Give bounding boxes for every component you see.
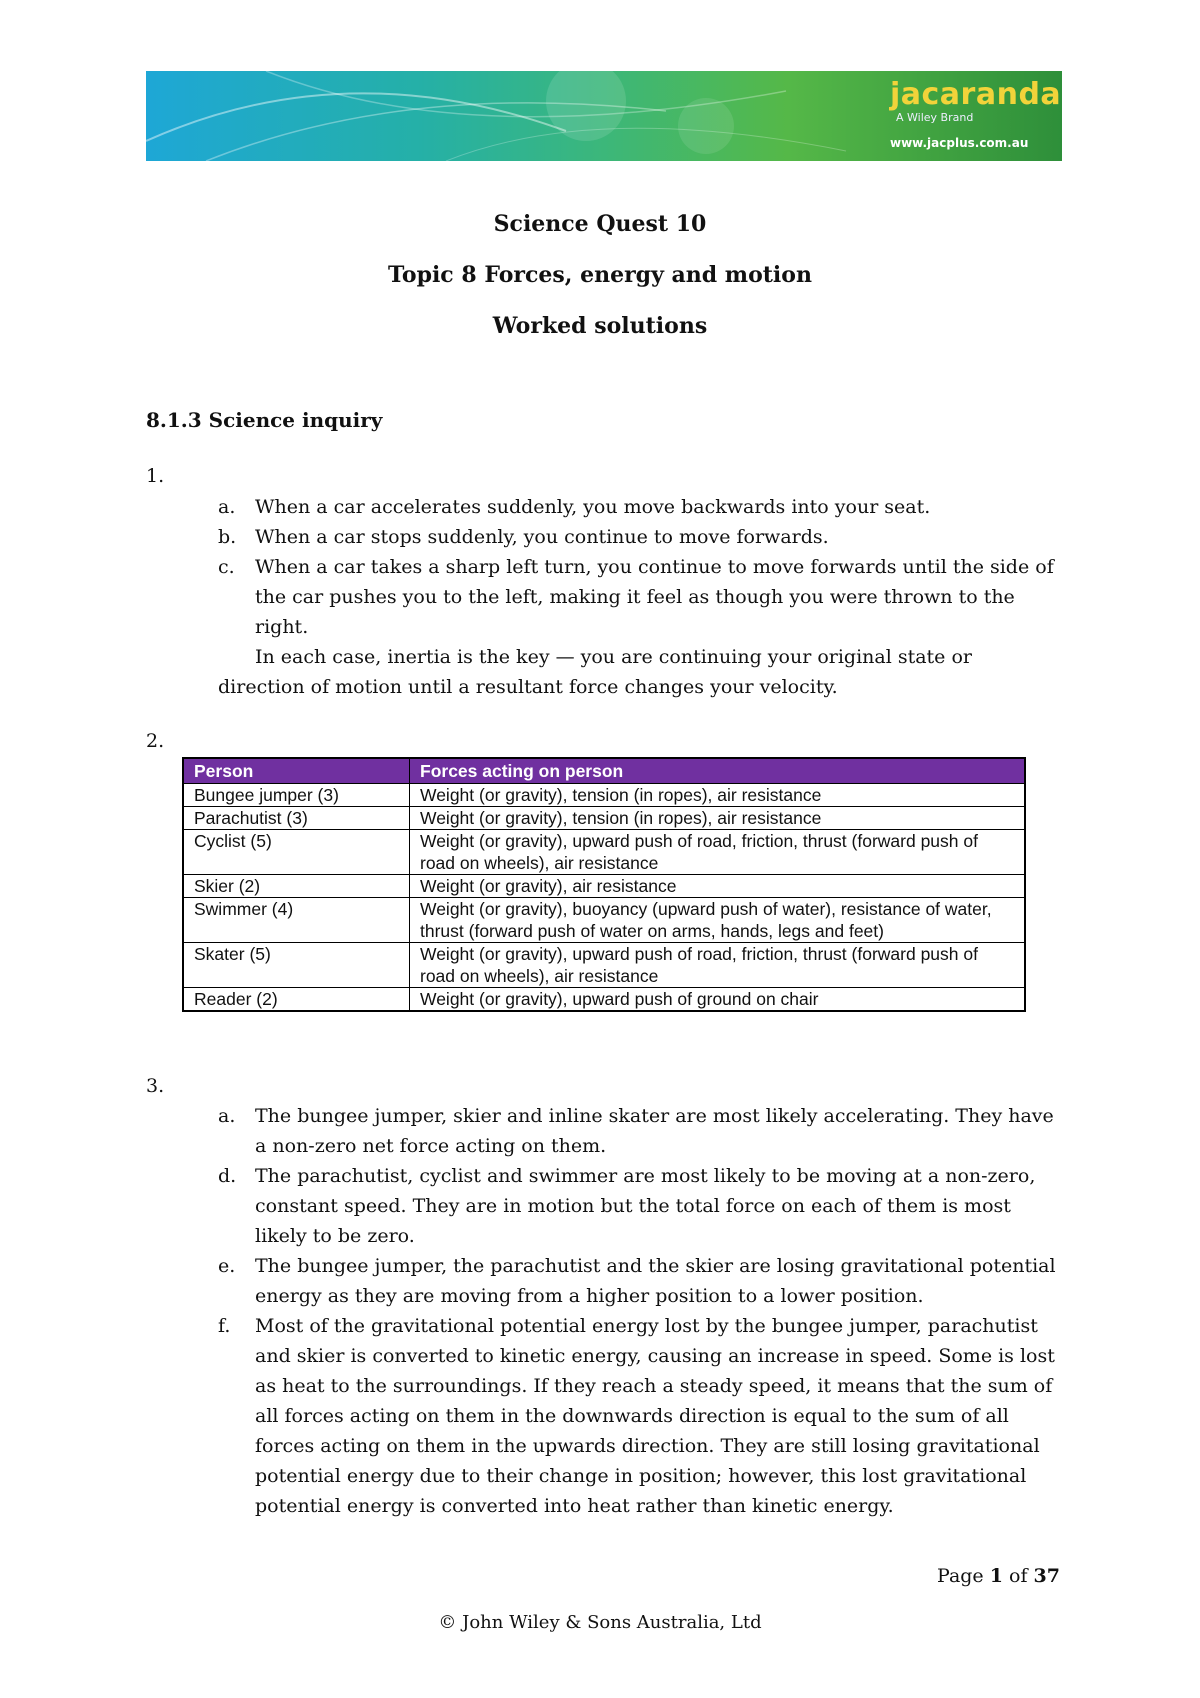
forces-table <box>182 757 1026 1012</box>
header-forces: Forces acting on person <box>410 758 1026 784</box>
item-label: c. <box>218 556 235 578</box>
doc-subtitle: Worked solutions <box>492 313 708 339</box>
answer-item <box>218 1101 1063 1161</box>
page-number <box>937 1565 1060 1587</box>
table-header-row <box>183 758 1025 784</box>
brand-logo <box>890 77 1062 150</box>
page-total: 37 <box>1033 1565 1060 1587</box>
item-text: When a car stops suddenly, you continue to move forwards. <box>255 526 829 548</box>
table-row <box>183 830 1025 875</box>
brand-url: www.jacplus.com.au <box>890 136 1029 150</box>
note-line-1: In each case, inertia is the key — you are continuing your original state or <box>255 646 972 668</box>
cell-person: Cyclist (5) <box>183 830 410 875</box>
answer-item <box>218 492 1063 522</box>
brand-name: jacaranda <box>890 77 1062 112</box>
header-person: Person <box>183 758 410 784</box>
answer-item <box>218 1311 1063 1521</box>
item-label: a. <box>218 1105 236 1127</box>
cell-forces: Weight (or gravity), upward push of road, friction, thrust (forward push of road on wheels), air resistance <box>410 943 1026 988</box>
copyright-footer: © John Wiley & Sons Australia, Ltd <box>438 1612 762 1633</box>
brand-tagline: A Wiley Brand <box>896 111 974 124</box>
item-label: a. <box>218 496 236 518</box>
item-text: Most of the gravitational potential energy lost by the bungee jumper, parachutist and skier is converted to kinetic energy, causing an increase in speed. Some is lost as heat to the surroundings. If they reach a steady speed, it means that the sum of all forces acting on them in the downwards direction is equal to the sum of all forces acting on them in the upwards direction. They are still losing gravitational potential energy due to their change in position; however, this lost gravitational potential energy is converted into heat rather than kinetic energy. <box>255 1315 1055 1517</box>
cell-forces: Weight (or gravity), buoyancy (upward push of water), resistance of water, thrust (forward push of water on arms, hands, legs and feet) <box>410 898 1026 943</box>
item-text: When a car takes a sharp left turn, you continue to move forwards until the side of the car pushes you to the left, making it feel as though you were thrown to the right. <box>255 556 1054 638</box>
cell-forces: Weight (or gravity), tension (in ropes), air resistance <box>410 784 1026 807</box>
cell-person: Swimmer (4) <box>183 898 410 943</box>
question-number-2: 2. <box>146 730 165 752</box>
item-text: The parachutist, cyclist and swimmer are most likely to be moving at a non-zero, constant speed. They are in motion but the total force on each of them is most likely to be zero. <box>255 1165 1036 1247</box>
page-of: of <box>1009 1565 1028 1587</box>
answer-item <box>218 552 1063 642</box>
cell-forces: Weight (or gravity), upward push of road, friction, thrust (forward push of road on wheels), air resistance <box>410 830 1026 875</box>
cell-person: Parachutist (3) <box>183 807 410 830</box>
cell-person: Bungee jumper (3) <box>183 784 410 807</box>
doc-title: Science Quest 10 <box>493 211 707 237</box>
item-label: b. <box>218 526 237 548</box>
page-current: 1 <box>989 1565 1003 1587</box>
item-text: The bungee jumper, the parachutist and the skier are losing gravitational potential energy as they are moving from a higher position to a lower position. <box>255 1255 1056 1307</box>
item-label: e. <box>218 1255 236 1277</box>
note-line-2: direction of motion until a resultant force changes your velocity. <box>218 676 838 698</box>
question-1-note <box>218 642 1058 702</box>
doc-topic: Topic 8 Forces, energy and motion <box>388 262 812 288</box>
page-prefix: Page <box>937 1565 984 1587</box>
cell-forces: Weight (or gravity), upward push of ground on chair <box>410 988 1026 1012</box>
cell-person: Skier (2) <box>183 875 410 898</box>
item-text: The bungee jumper, skier and inline skater are most likely accelerating. They have a non-zero net force acting on them. <box>255 1105 1054 1157</box>
cell-forces: Weight (or gravity), tension (in ropes), air resistance <box>410 807 1026 830</box>
table-row <box>183 875 1025 898</box>
table-row <box>183 807 1025 830</box>
table-row <box>183 898 1025 943</box>
cell-person: Reader (2) <box>183 988 410 1012</box>
answer-item <box>218 522 1063 552</box>
question-1-answers <box>218 492 1063 642</box>
cell-forces: Weight (or gravity), air resistance <box>410 875 1026 898</box>
answer-item <box>218 1251 1063 1311</box>
item-text: When a car accelerates suddenly, you move backwards into your seat. <box>255 496 931 518</box>
item-label: f. <box>218 1315 231 1337</box>
cell-person: Skater (5) <box>183 943 410 988</box>
question-number-3: 3. <box>146 1075 165 1097</box>
question-number-1: 1. <box>146 465 165 487</box>
table-row <box>183 943 1025 988</box>
section-heading: 8.1.3 Science inquiry <box>146 408 383 432</box>
answer-item <box>218 1161 1063 1251</box>
header-banner <box>146 71 1062 161</box>
item-label: d. <box>218 1165 237 1187</box>
question-3-answers <box>218 1101 1063 1521</box>
table-row <box>183 988 1025 1012</box>
table-row <box>183 784 1025 807</box>
